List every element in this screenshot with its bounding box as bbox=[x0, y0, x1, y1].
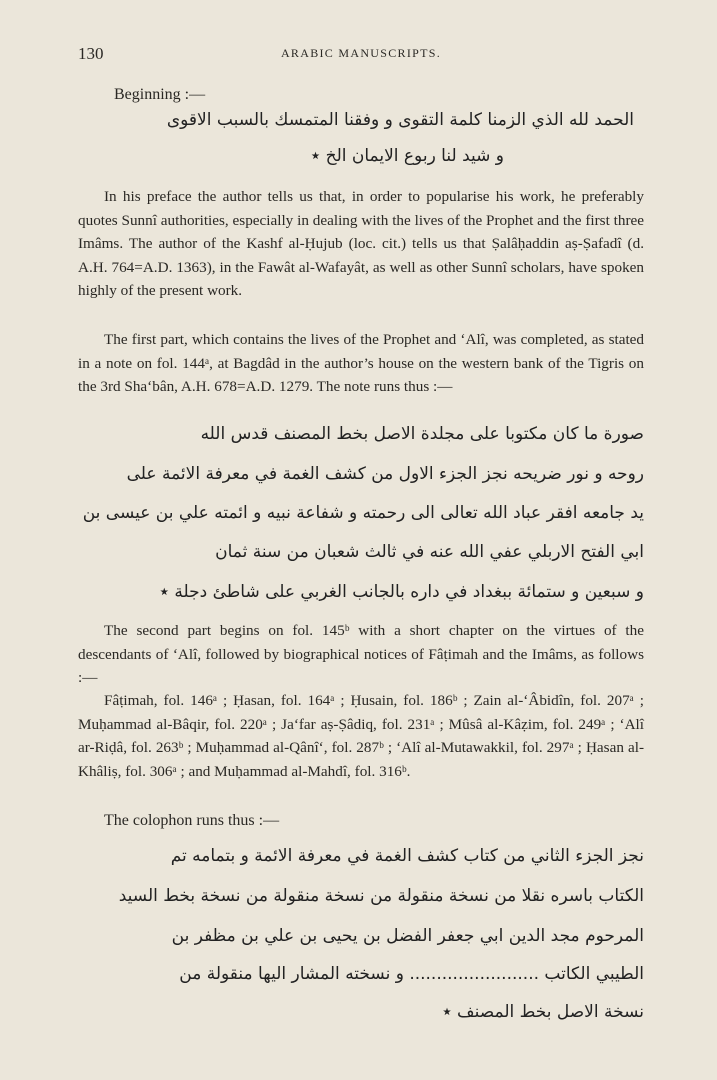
paragraph-first-part bbox=[78, 328, 644, 399]
paragraph-second-part bbox=[78, 619, 644, 690]
paragraph-text: Fâṭimah, fol. 146ᵃ ; Ḥasan, fol. 164ᵃ ; Ḥusain, fol. 186ᵇ ; Zain al-‘Âbidîn, fol. 207ᵃ ; Muḥammad al-Bâqir, fol. 220ᵃ ; Ja‘far aṣ-Ṣâdiq, fol. 231ᵃ ; Mûsâ al-Kâẓim, fol. 249ᵃ ; ‘Alî ar-Riḍâ, fol. 263ᵇ ; Muḥammad al-Qânî‘, fol. 287ᵇ ; ‘Alî al-Mutawakkil, fol. 297ᵃ ; Ḥasan al-Khâliṣ, fol. 306ᵃ ; and Muḥammad al-Mahdî, fol. 316ᵇ. bbox=[78, 692, 644, 780]
arabic-line: الطيبي الكاتب ........................ و نسخته المشار اليها منقولة من bbox=[179, 964, 644, 984]
paragraph-text: The first part, which contains the lives of the Prophet and ‘Alî, was completed, as stated in a note on fol. 144ᵃ, at Bagdâd in the author’s house on the western bank of the Tigris on the 3rd Sha‘bân, A.H. 678=A.D. 1279. The note runs thus :— bbox=[78, 331, 644, 395]
beginning-label: Beginning :— bbox=[114, 86, 206, 103]
paragraph-text: In his preface the author tells us that, in order to popularise his work, he preferably quotes Sunnî authorities, especially in dealing with the lives of the Prophet and the first three Imâms. The author of the Kashf al-Ḥujub (loc. cit.) tells us that Ṣalâḥaddin aṣ-Ṣafadî (d. A.H. 764=A.D. 1363), in the Fawât al-Wafayât, as well as other Sunnî scholars, have spoken highly of the present work. bbox=[78, 188, 644, 299]
arabic-line: و سبعين و ستمائة ببغداد في داره بالجانب الغربي على شاطئ دجلة ٭ bbox=[159, 582, 644, 602]
paragraph-preface bbox=[78, 185, 644, 303]
arabic-line: نسخة الاصل بخط المصنف ٭ bbox=[442, 1002, 644, 1022]
arabic-line: الحمد لله الذي الزمنا كلمة التقوى و وفقنا المتمسك بالسبب الاقوى bbox=[166, 110, 634, 130]
arabic-line: يد جامعه افقر عباد الله تعالى الى رحمته و شفاعة نبيه و ائمته علي بن عيسى بن bbox=[82, 503, 644, 523]
page-header bbox=[78, 44, 644, 64]
arabic-line: صورة ما كان مكتوبا على مجلدة الاصل بخط المصنف قدس الله bbox=[200, 424, 644, 444]
page-number: 130 bbox=[78, 44, 104, 63]
arabic-line: المرحوم مجد الدين ابي جعفر الفضل بن يحيى بن علي بن مظفر بن bbox=[171, 926, 644, 946]
arabic-line: و شيد لنا ربوع الايمان الخ ٭ bbox=[310, 146, 504, 166]
arabic-line: نجز الجزء الثاني من كتاب كشف الغمة في معرفة الائمة و بتمامه تم bbox=[170, 846, 644, 866]
arabic-line: ابي الفتح الاربلي عفي الله عنه في ثالث شعبان من سنة ثمان bbox=[215, 542, 644, 562]
running-head: ARABIC MANUSCRIPTS. bbox=[280, 46, 442, 60]
paragraph-imam-list bbox=[78, 689, 644, 783]
arabic-line: الكتاب باسره نقلا من نسخة منقولة من نسخة منقولة من نسخة بخط السيد bbox=[118, 886, 644, 906]
arabic-line: روحه و نور ضريحه نجز الجزء الاول من كشف الغمة في معرفة الائمة على bbox=[126, 464, 644, 484]
colophon-label: The colophon runs thus :— bbox=[104, 812, 280, 829]
paragraph-text: The second part begins on fol. 145ᵇ with a short chapter on the virtues of the descendants of ‘Alî, followed by biographical notices of Fâṭimah and the Imâms, as follows :— bbox=[78, 622, 644, 686]
